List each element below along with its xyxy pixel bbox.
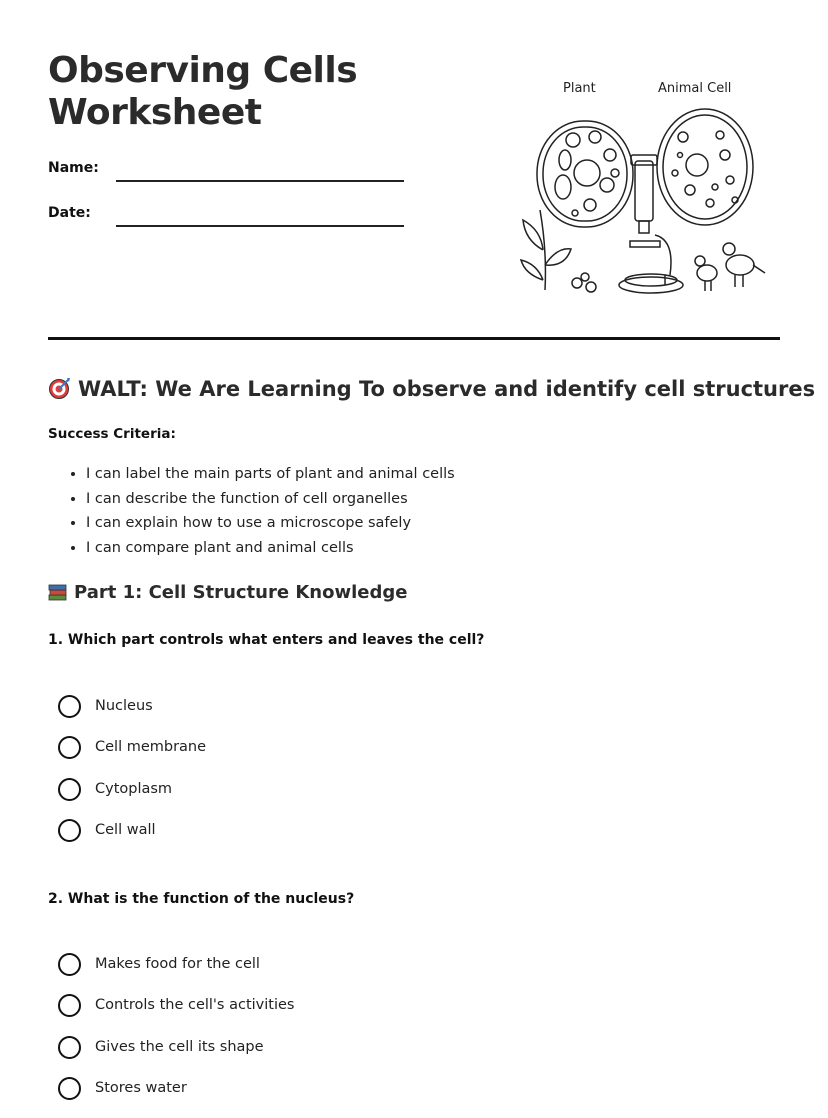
section-divider [48,337,780,340]
criteria-item: • I can describe the function of cell organelles [86,487,455,512]
q2-option-controls-activities[interactable] [58,993,294,1017]
part-1-title: Part 1: Cell Structure Knowledge [74,582,408,603]
animal-cell-icon [657,109,753,225]
name-label: Name: [48,160,99,176]
q2-option-stores-water[interactable] [58,1076,187,1100]
radio-button[interactable] [58,736,81,759]
option-label: Stores water [95,1080,187,1096]
option-label: Gives the cell its shape [95,1039,264,1055]
walt-text: WALT: We Are Learning To observe and identify cell structures [78,377,816,401]
radio-button[interactable] [58,1036,81,1059]
question-1: 1. Which part controls what enters and leaves the cell? [48,632,485,648]
q2-option-gives-shape[interactable] [58,1035,264,1059]
option-label: Cytoplasm [95,781,173,797]
radio-button[interactable] [58,994,81,1017]
target-icon [48,376,72,400]
q1-option-cell-membrane[interactable] [58,735,206,759]
criteria-item: • I can compare plant and animal cells [86,536,455,561]
plant-cell-icon [537,121,633,227]
option-label: Cell membrane [95,739,207,755]
option-label: Makes food for the cell [95,956,260,972]
success-criteria-label: Success Criteria: [48,426,176,442]
part-1-heading [48,582,407,603]
q2-option-makes-food[interactable] [58,952,260,976]
success-criteria-list [48,462,455,560]
radio-button[interactable] [58,819,81,842]
option-label: Controls the cell's activities [95,997,295,1013]
date-field[interactable] [116,225,404,227]
q1-option-nucleus[interactable] [58,694,153,718]
radio-button[interactable] [58,695,81,718]
name-field[interactable] [116,180,404,182]
cell-microscope-illustration [515,75,775,305]
walt-heading [48,376,815,401]
plant-leaves-icon [521,210,596,292]
criteria-item: • I can label the main parts of plant and animal cells [86,462,455,487]
question-2: 2. What is the function of the nucleus? [48,891,355,907]
title-line-1: Observing Cells [48,50,358,91]
animal-cell-label: Animal Cell [658,81,732,96]
radio-button[interactable] [58,1077,81,1100]
title-line-2: Worksheet [48,92,262,133]
bird-icon [695,243,765,291]
date-label: Date: [48,205,91,221]
books-icon [48,582,68,602]
radio-button[interactable] [58,778,81,801]
worksheet-title [48,50,357,134]
criteria-item: • I can explain how to use a microscope safely [86,511,455,536]
q1-option-cell-wall[interactable] [58,818,156,842]
radio-button[interactable] [58,953,81,976]
plant-label: Plant [563,81,596,96]
q1-option-cytoplasm[interactable] [58,777,172,801]
option-label: Cell wall [95,822,156,838]
option-label: Nucleus [95,698,153,714]
